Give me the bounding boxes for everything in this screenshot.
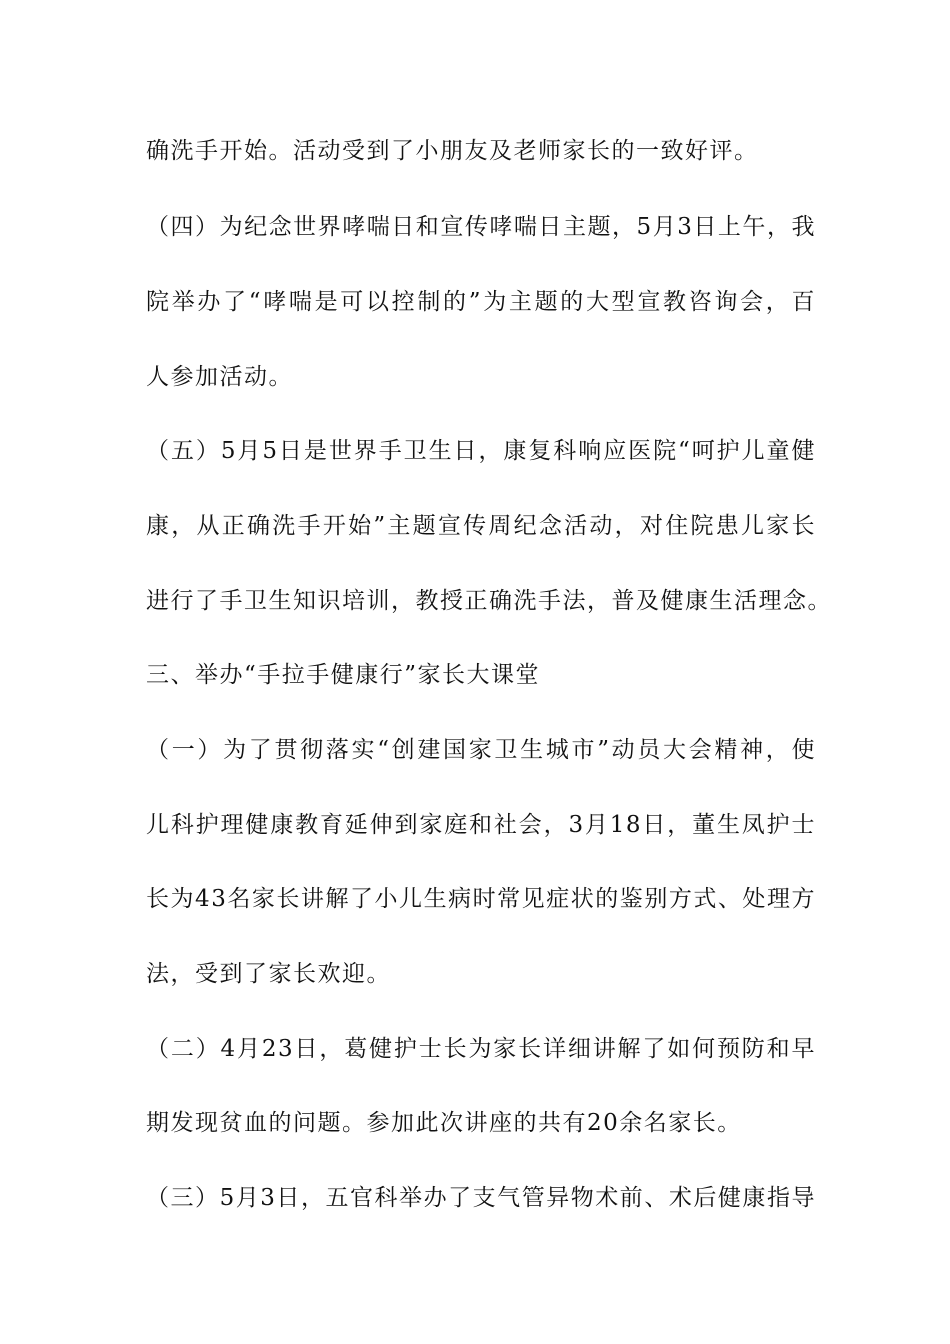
text-line: （四）为纪念世界哮喘日和宣传哮喘日主题，5月3日上午，我 [146, 214, 816, 240]
text-line: 确洗手开始。活动受到了小朋友及老师家长的一致好评。 [146, 138, 759, 164]
text-line: （五）5月5日是世界手卫生日，康复科响应医院“呵护儿童健 [146, 438, 816, 464]
text-line: （三）5月3日，五官科举办了支气管异物术前、术后健康指导 [146, 1185, 816, 1211]
text-line: （二）4月23日，葛健护士长为家长详细讲解了如何预防和早 [146, 1036, 816, 1062]
section-heading: 三、举办“手拉手健康行”家长大课堂 [146, 662, 541, 688]
text-line: 儿科护理健康教育延伸到家庭和社会，3月18日，董生凤护士 [146, 812, 816, 838]
text-line: 院举办了“哮喘是可以控制的”为主题的大型宣教咨询会，百 [146, 289, 816, 315]
text-line: 人参加活动。 [146, 364, 293, 390]
text-line: （一）为了贯彻落实“创建国家卫生城市”动员大会精神，使 [146, 737, 816, 763]
text-line: 法，受到了家长欢迎。 [146, 961, 391, 987]
text-line: 期发现贫血的问题。参加此次讲座的共有20余名家长。 [146, 1110, 742, 1136]
text-line: 进行了手卫生知识培训，教授正确洗手法，普及健康生活理念。 [146, 588, 832, 614]
text-line: 康，从正确洗手开始”主题宣传周纪念活动，对住院患儿家长 [146, 513, 816, 539]
text-line: 长为43名家长讲解了小儿生病时常见症状的鉴别方式、处理方 [146, 886, 816, 912]
